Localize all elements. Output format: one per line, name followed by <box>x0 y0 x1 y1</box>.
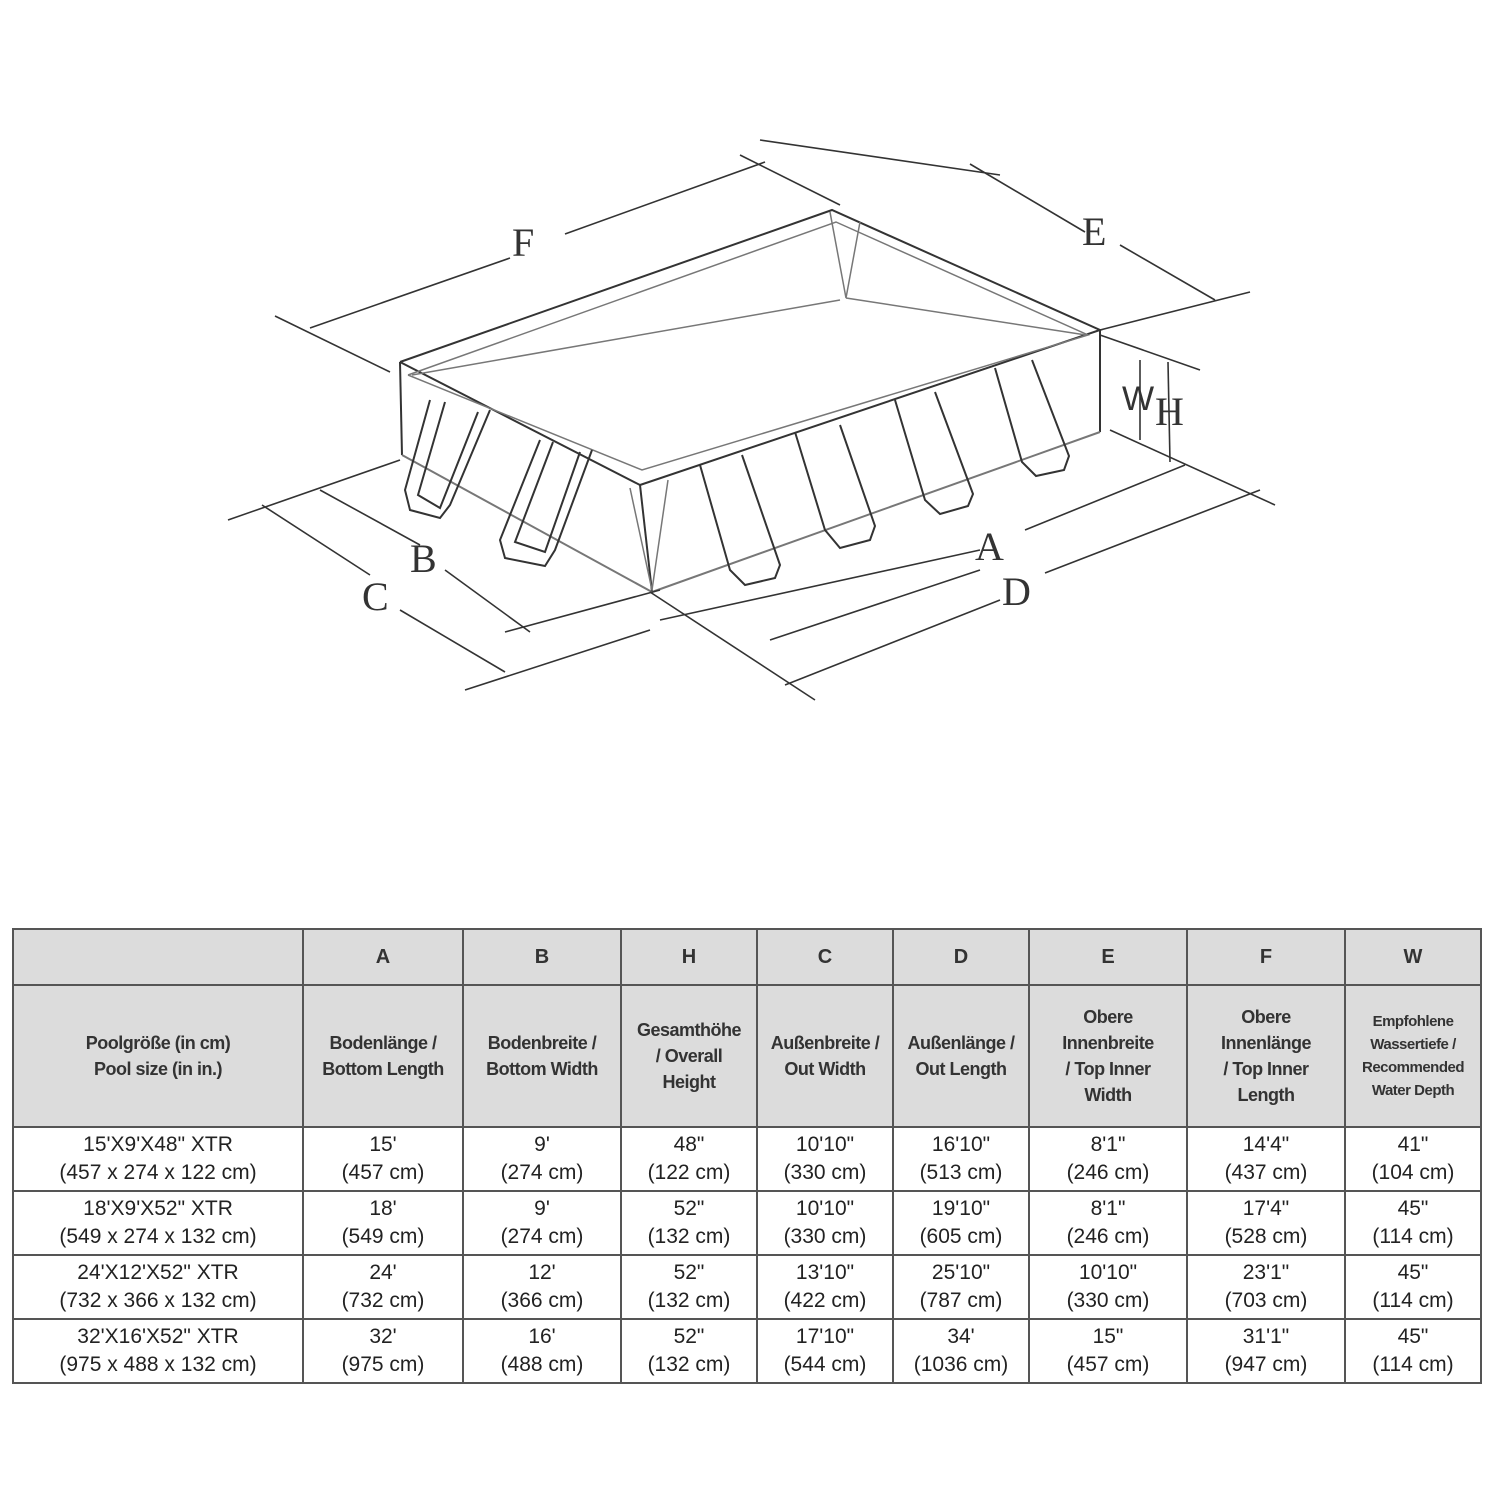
dimension-value-cell <box>303 1255 463 1319</box>
dimension-value-cell <box>1029 1255 1187 1319</box>
header-description-line: Width <box>1084 1085 1132 1105</box>
imperial-value: 45" <box>1397 1197 1429 1220</box>
header-description-line: Empfohlene <box>1372 1013 1454 1030</box>
dimension-value-cell <box>303 1127 463 1191</box>
header-corner-cell <box>13 929 303 985</box>
metric-value: (549 cm) <box>341 1225 425 1248</box>
dimension-value-cell <box>757 1127 893 1191</box>
dimension-value-cell <box>1029 1191 1187 1255</box>
header-description-cell <box>303 985 463 1127</box>
imperial-value: 41" <box>1397 1133 1429 1156</box>
dimension-value-cell <box>621 1191 757 1255</box>
metric-value: (132 cm) <box>647 1289 731 1312</box>
dimension-value-cell <box>621 1127 757 1191</box>
imperial-value: 48" <box>673 1133 705 1156</box>
imperial-value: 31'1" <box>1242 1325 1290 1348</box>
header-letter-C: C <box>757 929 893 985</box>
dimension-value-cell <box>893 1255 1029 1319</box>
header-description-line: / Overall <box>655 1046 723 1066</box>
dimension-value-cell <box>463 1191 621 1255</box>
label-C: C <box>362 574 389 619</box>
metric-value: (132 cm) <box>647 1353 731 1376</box>
imperial-value: 16'10" <box>931 1133 991 1156</box>
metric-value: (528 cm) <box>1224 1225 1308 1248</box>
imperial-value: 18' <box>369 1197 397 1220</box>
dimension-letter-row <box>13 929 1481 985</box>
header-letter-E: E <box>1029 929 1187 985</box>
dimension-value-cell <box>1029 1319 1187 1383</box>
imperial-value: 52" <box>673 1197 705 1220</box>
dimension-description-row <box>13 985 1481 1127</box>
metric-value: (422 cm) <box>783 1289 867 1312</box>
table-row <box>13 1319 1481 1383</box>
pool-size-cell <box>13 1191 303 1255</box>
pool-size-table <box>12 928 1482 1384</box>
metric-value: (703 cm) <box>1224 1289 1308 1312</box>
dimension-value-cell <box>893 1127 1029 1191</box>
metric-value: (975 cm) <box>341 1353 425 1376</box>
header-description-cell <box>757 985 893 1127</box>
imperial-value: 10'10" <box>795 1133 855 1156</box>
imperial-value: 32' <box>369 1325 397 1348</box>
header-description-line: Außenlänge / <box>907 1033 1015 1053</box>
header-description-cell <box>1345 985 1481 1127</box>
metric-value: (947 cm) <box>1224 1353 1308 1376</box>
imperial-value: 13'10" <box>795 1261 855 1284</box>
dimension-value-cell <box>757 1191 893 1255</box>
label-B: B <box>410 536 437 581</box>
imperial-value: 12' <box>528 1261 556 1284</box>
imperial-value: 15" <box>1092 1325 1124 1348</box>
header-letter-H: H <box>621 929 757 985</box>
metric-value: (114 cm) <box>1372 1353 1454 1376</box>
header-description-line: Bottom Length <box>322 1059 444 1079</box>
header-description-line: Bodenbreite / <box>487 1033 597 1053</box>
header-description-cell <box>621 985 757 1127</box>
metric-value: (975 x 488 x 132 cm) <box>59 1353 257 1376</box>
label-W: W <box>1122 380 1155 418</box>
imperial-value: 52" <box>673 1325 705 1348</box>
metric-value: (122 cm) <box>647 1161 731 1184</box>
imperial-value: 45" <box>1397 1325 1429 1348</box>
header-letter-B: B <box>463 929 621 985</box>
header-letter-F: F <box>1187 929 1345 985</box>
header-description-line: / Top Inner <box>1223 1059 1309 1079</box>
metric-value: (104 cm) <box>1371 1161 1455 1184</box>
header-description-cell <box>13 985 303 1127</box>
dimension-value-cell <box>621 1255 757 1319</box>
pool-size-cell <box>13 1127 303 1191</box>
metric-value: (114 cm) <box>1372 1225 1454 1248</box>
imperial-value: 9' <box>534 1133 550 1156</box>
metric-value: (457 cm) <box>341 1161 425 1184</box>
dimension-value-cell <box>463 1319 621 1383</box>
header-description-line: Height <box>662 1072 716 1092</box>
dimension-value-cell <box>1187 1127 1345 1191</box>
header-description-line: Wassertiefe / <box>1370 1036 1456 1053</box>
dimension-value-cell <box>1187 1191 1345 1255</box>
metric-value: (246 cm) <box>1066 1225 1150 1248</box>
dimension-value-cell <box>1187 1319 1345 1383</box>
metric-value: (513 cm) <box>919 1161 1003 1184</box>
header-description-line: Out Length <box>915 1059 1007 1079</box>
label-H: H <box>1155 389 1184 434</box>
table-row <box>13 1191 1481 1255</box>
dimension-value-cell <box>1187 1255 1345 1319</box>
imperial-value: 34' <box>947 1325 975 1348</box>
header-description-line: Pool size (in in.) <box>93 1059 222 1079</box>
imperial-value: 16' <box>528 1325 556 1348</box>
label-F: F <box>512 220 535 265</box>
metric-value: (1036 cm) <box>913 1353 1009 1376</box>
metric-value: (488 cm) <box>500 1353 584 1376</box>
metric-value: (132 cm) <box>647 1225 731 1248</box>
header-description-line: Recommended <box>1361 1059 1465 1076</box>
pool-size-rows <box>13 1127 1481 1383</box>
imperial-value: 24'X12'X52" XTR <box>77 1261 239 1284</box>
imperial-value: 32'X16'X52" XTR <box>77 1325 239 1348</box>
dimension-value-cell <box>303 1191 463 1255</box>
pool-size-cell <box>13 1319 303 1383</box>
metric-value: (330 cm) <box>783 1161 867 1184</box>
imperial-value: 52" <box>673 1261 705 1284</box>
dimension-value-cell <box>1345 1191 1481 1255</box>
imperial-value: 8'1" <box>1090 1197 1126 1220</box>
metric-value: (274 cm) <box>500 1225 584 1248</box>
header-description-line: Length <box>1237 1085 1295 1105</box>
table-row <box>13 1127 1481 1191</box>
dimension-value-cell <box>303 1319 463 1383</box>
metric-value: (732 x 366 x 132 cm) <box>59 1289 257 1312</box>
header-description-cell <box>893 985 1029 1127</box>
dimension-value-cell <box>1345 1319 1481 1383</box>
header-description-line: Out Width <box>784 1059 866 1079</box>
pool-size-cell <box>13 1255 303 1319</box>
metric-value: (274 cm) <box>500 1161 584 1184</box>
dimension-value-cell <box>1345 1127 1481 1191</box>
imperial-value: 9' <box>534 1197 550 1220</box>
imperial-value: 14'4" <box>1242 1133 1290 1156</box>
dimension-value-cell <box>463 1255 621 1319</box>
dimension-value-cell <box>463 1127 621 1191</box>
imperial-value: 25'10" <box>931 1261 991 1284</box>
header-letter-D: D <box>893 929 1029 985</box>
imperial-value: 18'X9'X52" XTR <box>83 1197 233 1220</box>
header-letter-W: W <box>1345 929 1481 985</box>
metric-value: (457 cm) <box>1066 1353 1150 1376</box>
header-description-line: Obere <box>1083 1007 1133 1027</box>
dimension-value-cell <box>621 1319 757 1383</box>
header-description-cell <box>1029 985 1187 1127</box>
metric-value: (549 x 274 x 132 cm) <box>59 1225 257 1248</box>
imperial-value: 8'1" <box>1090 1133 1126 1156</box>
label-D: D <box>1002 569 1031 614</box>
label-A: A <box>975 524 1004 569</box>
metric-value: (330 cm) <box>783 1225 867 1248</box>
header-description-line: Gesamthöhe <box>636 1020 742 1040</box>
dimension-value-cell <box>893 1319 1029 1383</box>
header-description-line: Innenbreite <box>1062 1033 1154 1053</box>
header-description-line: Obere <box>1241 1007 1291 1027</box>
metric-value: (366 cm) <box>500 1289 584 1312</box>
header-description-line: Außenbreite / <box>770 1033 880 1053</box>
metric-value: (114 cm) <box>1372 1289 1454 1312</box>
imperial-value: 15' <box>369 1133 397 1156</box>
metric-value: (605 cm) <box>919 1225 1003 1248</box>
label-E: E <box>1082 209 1107 254</box>
metric-value: (732 cm) <box>341 1289 425 1312</box>
metric-value: (437 cm) <box>1224 1161 1308 1184</box>
header-description-line: Bottom Width <box>486 1059 598 1079</box>
header-letter-A: A <box>303 929 463 985</box>
dimension-value-cell <box>757 1255 893 1319</box>
imperial-value: 45" <box>1397 1261 1429 1284</box>
header-description-line: Poolgröße (in cm) <box>85 1033 231 1053</box>
imperial-value: 17'4" <box>1242 1197 1290 1220</box>
dimension-value-cell <box>893 1191 1029 1255</box>
metric-value: (457 x 274 x 122 cm) <box>59 1161 257 1184</box>
imperial-value: 15'X9'X48" XTR <box>83 1133 233 1156</box>
metric-value: (246 cm) <box>1066 1161 1150 1184</box>
metric-value: (787 cm) <box>919 1289 1003 1312</box>
table-row <box>13 1255 1481 1319</box>
dimension-value-cell <box>757 1319 893 1383</box>
header-description-line: Bodenlänge / <box>329 1033 437 1053</box>
header-description-line: Innenlänge <box>1220 1033 1311 1053</box>
imperial-value: 19'10" <box>931 1197 991 1220</box>
imperial-value: 10'10" <box>1078 1261 1138 1284</box>
metric-value: (544 cm) <box>783 1353 867 1376</box>
imperial-value: 24' <box>369 1261 397 1284</box>
imperial-value: 23'1" <box>1242 1261 1290 1284</box>
header-description-line: Water Depth <box>1371 1082 1455 1099</box>
imperial-value: 17'10" <box>795 1325 855 1348</box>
header-description-line: / Top Inner <box>1065 1059 1151 1079</box>
metric-value: (330 cm) <box>1066 1289 1150 1312</box>
imperial-value: 10'10" <box>795 1197 855 1220</box>
dimension-value-cell <box>1345 1255 1481 1319</box>
header-description-cell <box>1187 985 1345 1127</box>
dimension-value-cell <box>1029 1127 1187 1191</box>
header-description-cell <box>463 985 621 1127</box>
